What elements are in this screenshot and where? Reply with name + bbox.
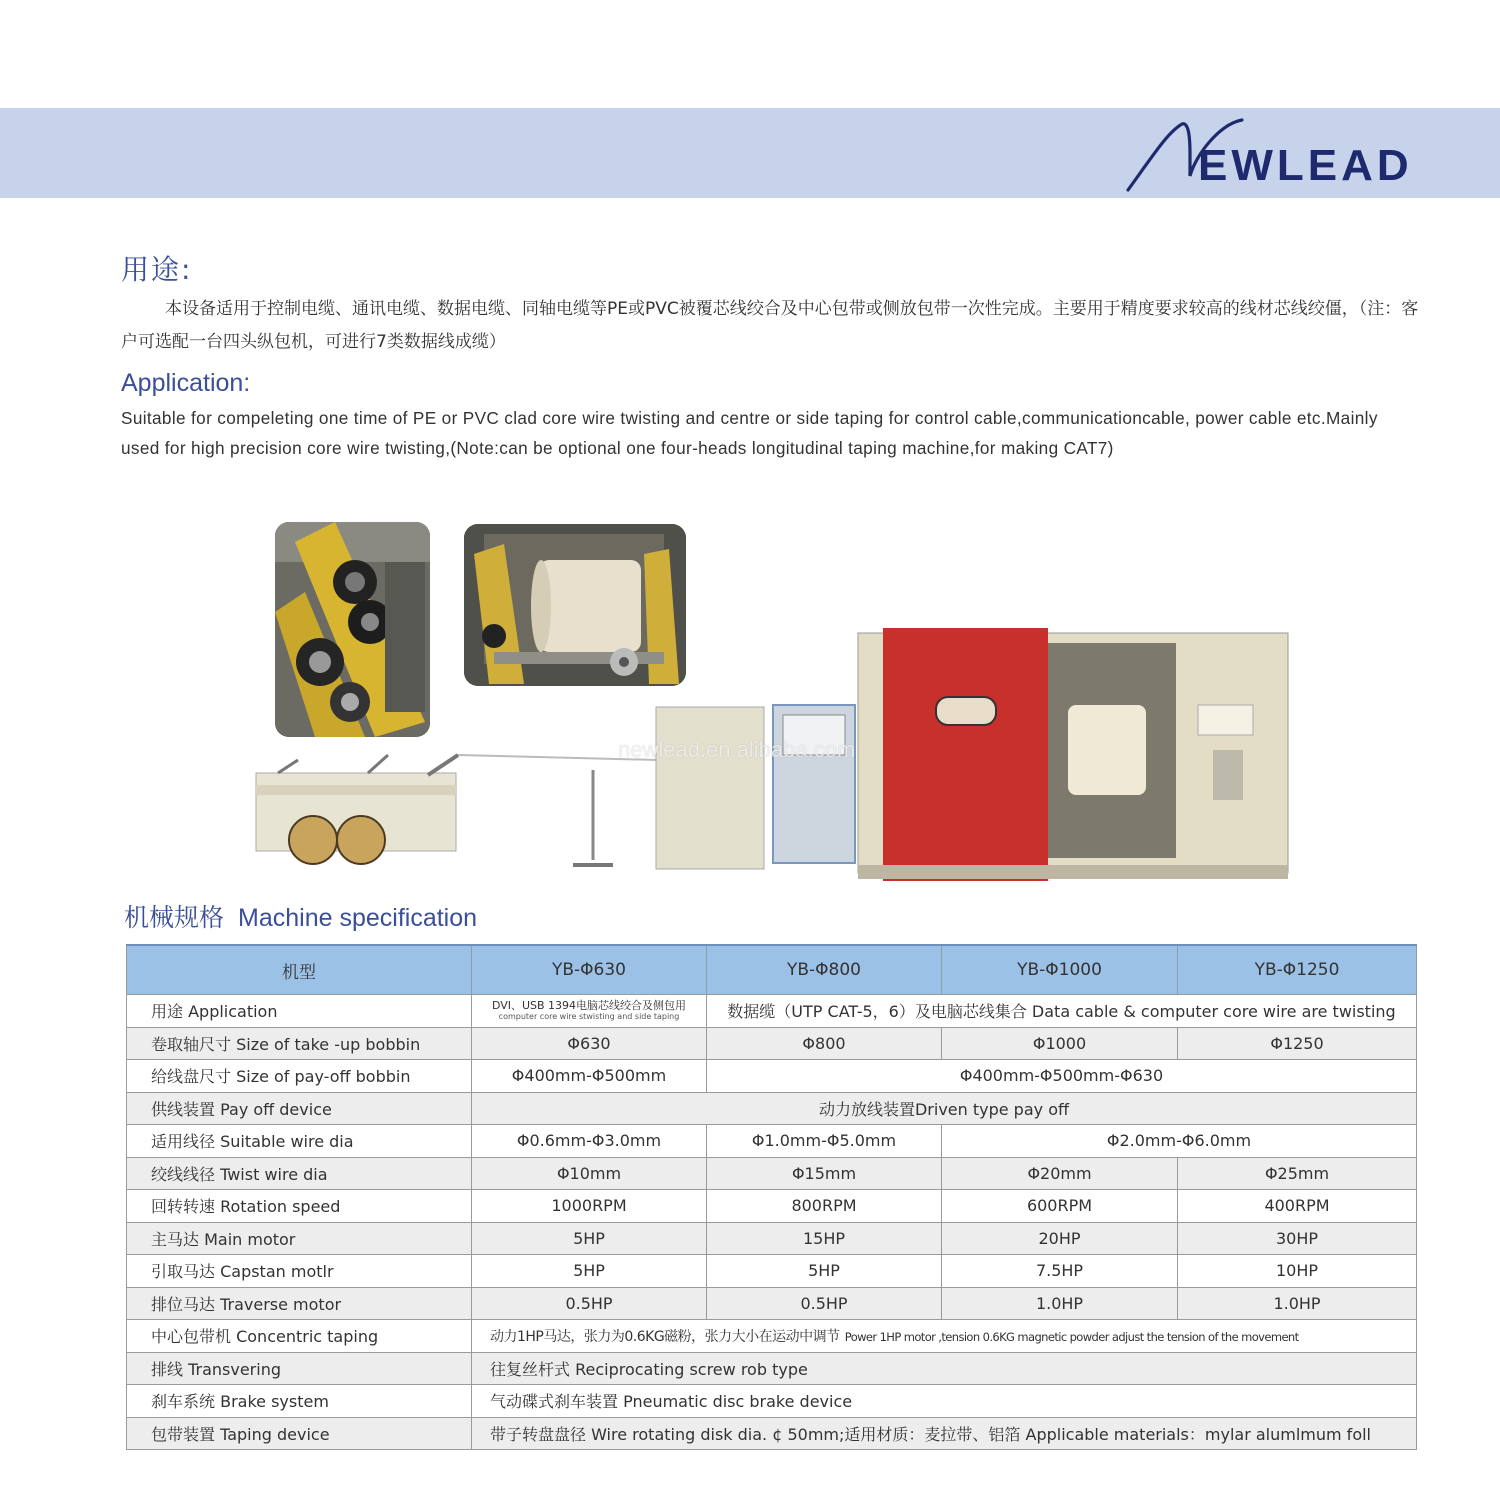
spec-table (126, 944, 1417, 1450)
usage-text-cn: 本设备适用于控制电缆、通讯电缆、数据电缆、同轴电缆等PE或PVC被覆芯线绞合及中心包带或侧放包带一次性完成。主要用于精度要求较高的线材芯线绞僵，（注：客户可选配一台四头纵包机，可进行7类数据线成缆） (121, 299, 1419, 352)
row-label: 回转转速 Rotation speed (127, 1190, 472, 1223)
table-row (127, 1157, 1417, 1190)
table-cell: 0.5HP (472, 1287, 707, 1320)
table-cell: 10HP (1178, 1255, 1417, 1288)
table-cell: 5HP (472, 1255, 707, 1288)
table-cell: 20HP (942, 1222, 1178, 1255)
header-band (0, 108, 1500, 198)
row-label: 刹车系统 Brake system (127, 1385, 472, 1418)
table-cell: Φ10mm (472, 1157, 707, 1190)
table-row (127, 1287, 1417, 1320)
row-label: 包带装置 Taping device (127, 1417, 472, 1450)
table-row (127, 1320, 1417, 1353)
table-cell: Φ25mm (1178, 1157, 1417, 1190)
row-label: 用途 Application (127, 995, 472, 1028)
table-cell: 往复丝杆式 Reciprocating screw rob type (472, 1352, 1417, 1385)
table-cell: Φ630 (472, 1027, 707, 1060)
table-cell: 1.0HP (1178, 1287, 1417, 1320)
application-630-en: computer core wire stwisting and side taping (498, 1012, 680, 1022)
row-label: 主马达 Main motor (127, 1222, 472, 1255)
table-cell: 5HP (472, 1222, 707, 1255)
row-label: 中心包带机 Concentric taping (127, 1320, 472, 1353)
svg-text:EWLEAD: EWLEAD (1198, 141, 1413, 190)
concentric-value-en: Power 1HP motor ,tension 0.6KG magnetic powder adjust the tension of the movement (844, 1329, 1299, 1344)
row-label: 卷取轴尺寸 Size of take -up bobbin (127, 1027, 472, 1060)
table-row (127, 1060, 1417, 1093)
concentric-value-cn: 动力1HP马达，张力为0.6KG磁粉，张力大小在运动中调节 (490, 1328, 840, 1345)
table-cell: Φ1.0mm-Φ5.0mm (707, 1125, 942, 1158)
application-text-en: Suitable for compeleting one time of PE or PVC clad core wire twisting and centre or side taping for control cable,communicationcable, power cable etc.Mainly used for high precision core wire twisting,(Note:can be optional one four-heads longitudinal taping machine,for making CAT7) (121, 408, 1378, 458)
table-row (127, 1027, 1417, 1060)
spec-title-cn: 机械规格 (124, 903, 225, 932)
row-label: 引取马达 Capstan motlr (127, 1255, 472, 1288)
header-yb1000: YB-Φ1000 (942, 945, 1178, 995)
row-label: 供线装置 Pay off device (127, 1092, 472, 1125)
spec-title-en: Machine specification (238, 904, 478, 932)
table-cell: 动力放线装置Driven type pay off (472, 1092, 1417, 1125)
table-cell: Φ15mm (707, 1157, 942, 1190)
table-row (127, 1417, 1417, 1450)
header-yb1250: YB-Φ1250 (1178, 945, 1417, 995)
application-630-cn: DVI、USB 1394电脑芯线绞合及侧包用 (491, 999, 687, 1013)
table-cell: 30HP (1178, 1222, 1417, 1255)
table-cell (472, 995, 707, 1028)
table-cell: 带子转盘盘径 Wire rotating disk dia. ¢ 50mm;适用材质：麦拉带、铝箔 Applicable materials：mylar alumlmum foll (472, 1417, 1417, 1450)
table-row (127, 1255, 1417, 1288)
table-row (127, 1222, 1417, 1255)
table-cell: Φ0.6mm-Φ3.0mm (472, 1125, 707, 1158)
table-row (127, 995, 1417, 1028)
table-cell: 1.0HP (942, 1287, 1178, 1320)
table-row (127, 1385, 1417, 1418)
table-cell: Φ2.0mm-Φ6.0mm (942, 1125, 1417, 1158)
table-cell: 15HP (707, 1222, 942, 1255)
row-label: 适用线径 Suitable wire dia (127, 1125, 472, 1158)
table-cell: 400RPM (1178, 1190, 1417, 1223)
table-cell: 5HP (707, 1255, 942, 1288)
application-title-en: Application: (121, 369, 251, 397)
table-cell: Φ1250 (1178, 1027, 1417, 1060)
table-cell: 1000RPM (472, 1190, 707, 1223)
newlead-logo (1124, 114, 1444, 194)
table-row (127, 1092, 1417, 1125)
header-yb800: YB-Φ800 (707, 945, 942, 995)
row-label: 排位马达 Traverse motor (127, 1287, 472, 1320)
table-cell: 0.5HP (707, 1287, 942, 1320)
header-yb630: YB-Φ630 (472, 945, 707, 995)
watermark: newlead.en.alibaba.com (618, 737, 856, 762)
table-cell: Φ400mm-Φ500mm-Φ630 (707, 1060, 1417, 1093)
row-label: 排线 Transvering (127, 1352, 472, 1385)
spec-title (124, 898, 477, 934)
table-row (127, 1352, 1417, 1385)
table-cell: Φ1000 (942, 1027, 1178, 1060)
table-cell: Φ20mm (942, 1157, 1178, 1190)
table-cell: Φ400mm-Φ500mm (472, 1060, 707, 1093)
table-cell: 800RPM (707, 1190, 942, 1223)
table-cell: Φ800 (707, 1027, 942, 1060)
table-cell (472, 1320, 1417, 1353)
table-row (127, 1125, 1417, 1158)
usage-title-cn: 用途: (121, 253, 193, 286)
table-cell: 数据缆（UTP CAT-5，6）及电脑芯线集合 Data cable & computer core wire are twisting (707, 995, 1417, 1028)
row-label: 绞线线径 Twist wire dia (127, 1157, 472, 1190)
table-cell: 7.5HP (942, 1255, 1178, 1288)
table-row (127, 1190, 1417, 1223)
table-header-row (127, 945, 1417, 995)
row-label: 给线盘尺寸 Size of pay-off bobbin (127, 1060, 472, 1093)
table-cell: 600RPM (942, 1190, 1178, 1223)
header-model: 机型 (127, 945, 472, 995)
table-cell: 气动碟式刹车装置 Pneumatic disc brake device (472, 1385, 1417, 1418)
